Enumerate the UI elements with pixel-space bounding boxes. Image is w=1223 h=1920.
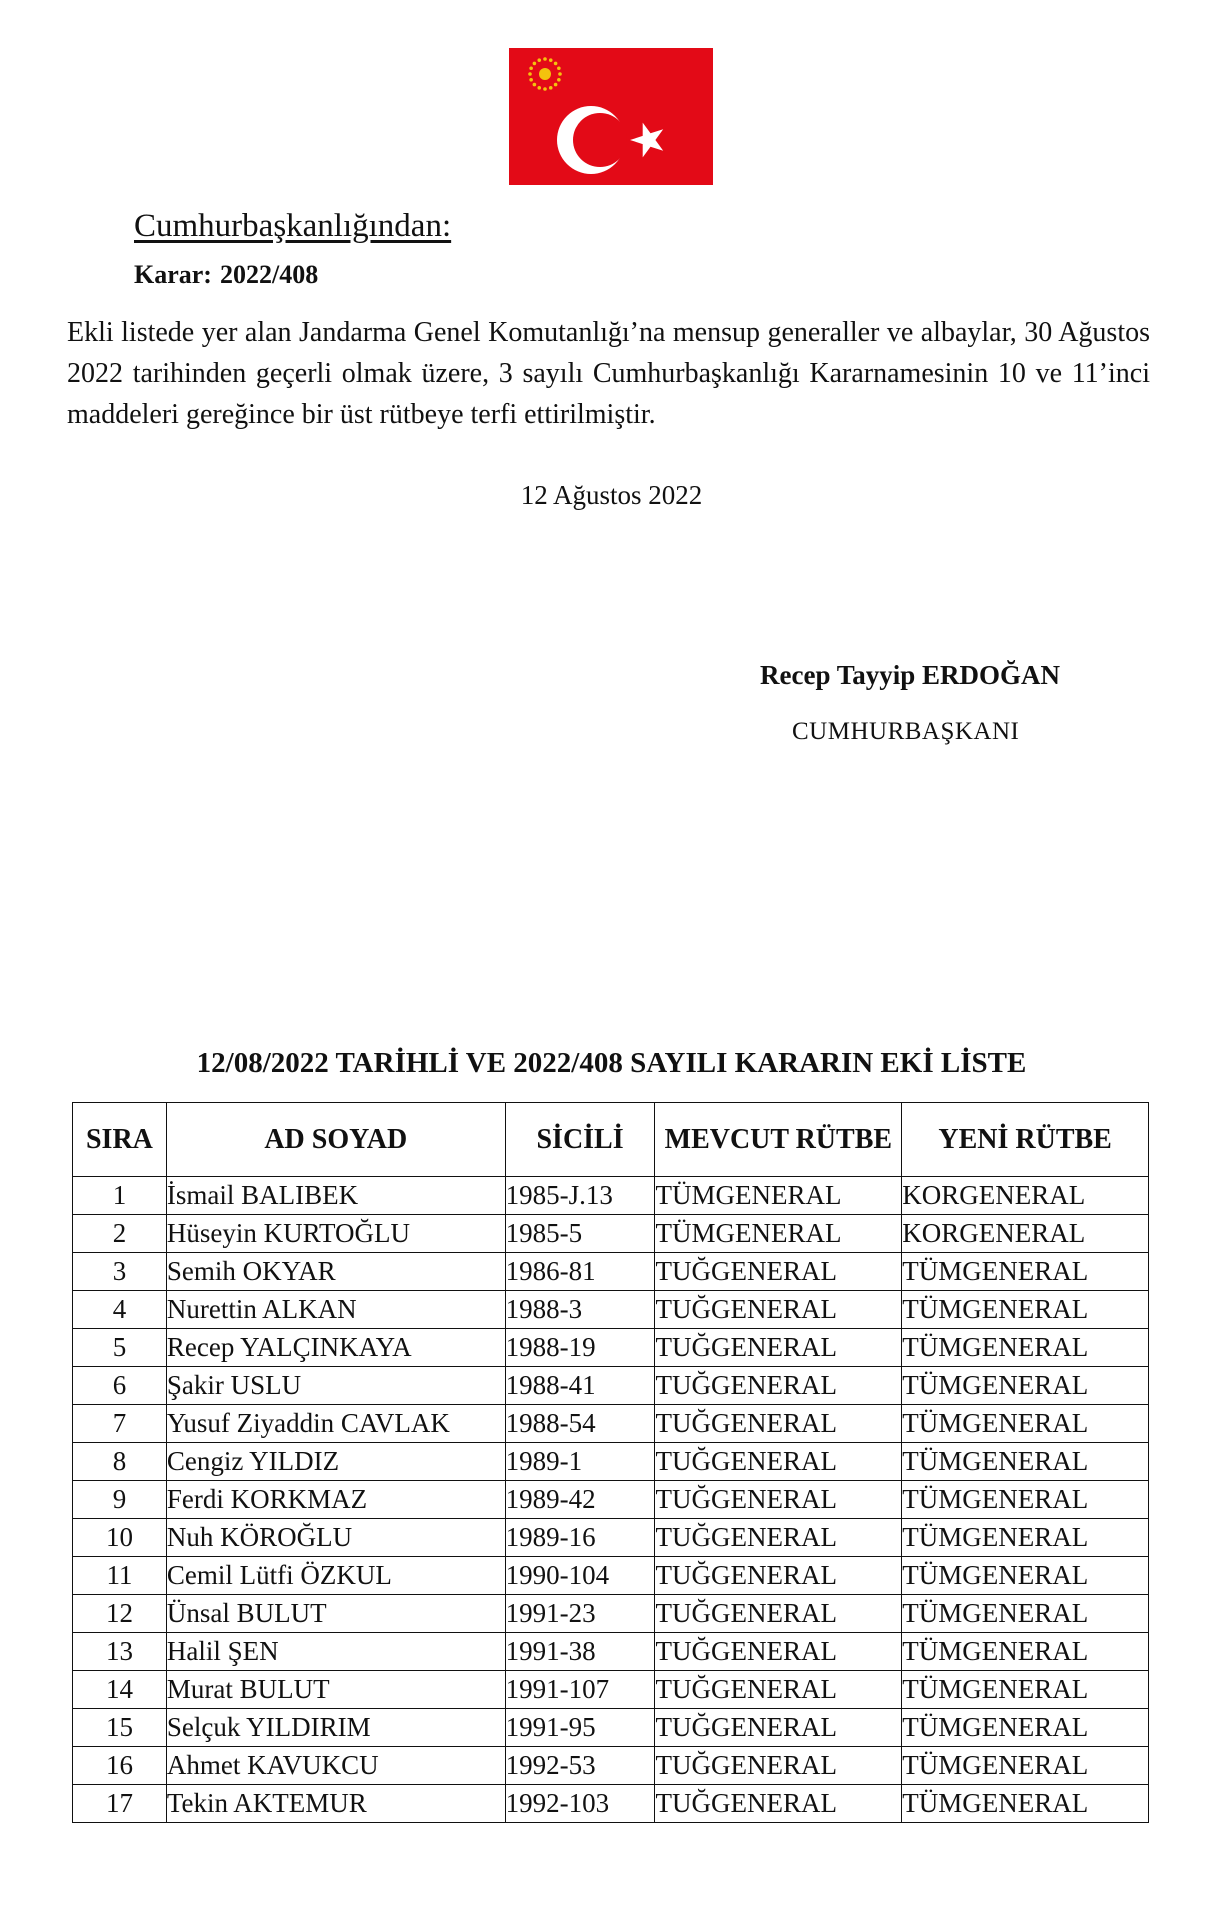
cell-current-rank: TUĞGENERAL — [655, 1291, 902, 1329]
cell-name: Semih OKYAR — [166, 1253, 505, 1291]
cell-registry: 1986-81 — [505, 1253, 655, 1291]
header-new-rank: YENİ RÜTBE — [902, 1103, 1149, 1177]
cell-registry: 1988-19 — [505, 1329, 655, 1367]
table-row — [73, 1367, 1149, 1405]
signer-name: Recep Tayyip ERDOĞAN — [760, 660, 1061, 690]
cell-registry: 1985-J.13 — [505, 1177, 655, 1215]
table-row — [73, 1291, 1149, 1329]
cell-current-rank: TUĞGENERAL — [655, 1367, 902, 1405]
decision-value: 2022/408 — [219, 260, 319, 289]
cell-new-rank: TÜMGENERAL — [902, 1519, 1149, 1557]
cell-registry: 1988-3 — [505, 1291, 655, 1329]
cell-no: 9 — [73, 1481, 167, 1519]
decision-number — [134, 260, 318, 290]
cell-name: Cengiz YILDIZ — [166, 1443, 505, 1481]
header-registry: SİCİLİ — [505, 1103, 655, 1177]
header-no: SIRA — [73, 1103, 167, 1177]
cell-current-rank: TUĞGENERAL — [655, 1329, 902, 1367]
table-row — [73, 1785, 1149, 1823]
cell-new-rank: TÜMGENERAL — [902, 1481, 1149, 1519]
header-current-rank: MEVCUT RÜTBE — [655, 1103, 902, 1177]
cell-no: 12 — [73, 1595, 167, 1633]
table-row — [73, 1747, 1149, 1785]
cell-no: 11 — [73, 1557, 167, 1595]
table-row — [73, 1329, 1149, 1367]
table-row — [73, 1481, 1149, 1519]
issuing-office: Cumhurbaşkanlığından: — [134, 208, 452, 244]
table-row — [73, 1443, 1149, 1481]
table-row — [73, 1215, 1149, 1253]
table-row — [73, 1709, 1149, 1747]
cell-current-rank: TUĞGENERAL — [655, 1519, 902, 1557]
cell-registry: 1989-16 — [505, 1519, 655, 1557]
cell-name: Ferdi KORKMAZ — [166, 1481, 505, 1519]
cell-registry: 1991-107 — [505, 1671, 655, 1709]
cell-name: Tekin AKTEMUR — [166, 1785, 505, 1823]
cell-no: 17 — [73, 1785, 167, 1823]
cell-new-rank: TÜMGENERAL — [902, 1747, 1149, 1785]
cell-name: Ünsal BULUT — [166, 1595, 505, 1633]
cell-new-rank: TÜMGENERAL — [902, 1291, 1149, 1329]
decision-label: Karar: — [134, 260, 212, 289]
decision-text: Ekli listede yer alan Jandarma Genel Komutanlığı’na mensup generaller ve albaylar, 30 Ağustos 2022 tarihinden geçerli olmak üzere, 3 sayılı Cumhurbaşkanlığı Kararnamesinin 10 ve 11’inci maddeleri gereğince bir üst rütbeye terfi ettirilmiştir. — [67, 317, 1150, 430]
cell-no: 8 — [73, 1443, 167, 1481]
cell-no: 6 — [73, 1367, 167, 1405]
cell-registry: 1991-95 — [505, 1709, 655, 1747]
decision-date: 12 Ağustos 2022 — [520, 480, 703, 510]
cell-new-rank: TÜMGENERAL — [902, 1443, 1149, 1481]
cell-name: Yusuf Ziyaddin CAVLAK — [166, 1405, 505, 1443]
signer-title: CUMHURBAŞKANI — [792, 718, 1020, 745]
cell-current-rank: TUĞGENERAL — [655, 1253, 902, 1291]
cell-registry: 1989-1 — [505, 1443, 655, 1481]
cell-registry: 1992-103 — [505, 1785, 655, 1823]
cell-current-rank: TUĞGENERAL — [655, 1671, 902, 1709]
cell-name: Ahmet KAVUKCU — [166, 1747, 505, 1785]
cell-new-rank: TÜMGENERAL — [902, 1405, 1149, 1443]
cell-new-rank: TÜMGENERAL — [902, 1253, 1149, 1291]
table-row — [73, 1557, 1149, 1595]
cell-current-rank: TUĞGENERAL — [655, 1633, 902, 1671]
cell-name: Cemil Lütfi ÖZKUL — [166, 1557, 505, 1595]
cell-new-rank: TÜMGENERAL — [902, 1329, 1149, 1367]
cell-new-rank: TÜMGENERAL — [902, 1785, 1149, 1823]
cell-current-rank: TUĞGENERAL — [655, 1443, 902, 1481]
cell-no: 13 — [73, 1633, 167, 1671]
cell-current-rank: TUĞGENERAL — [655, 1747, 902, 1785]
cell-new-rank: TÜMGENERAL — [902, 1557, 1149, 1595]
cell-no: 16 — [73, 1747, 167, 1785]
cell-new-rank: TÜMGENERAL — [902, 1595, 1149, 1633]
cell-no: 1 — [73, 1177, 167, 1215]
cell-no: 10 — [73, 1519, 167, 1557]
cell-no: 15 — [73, 1709, 167, 1747]
table-row — [73, 1405, 1149, 1443]
cell-name: İsmail BALIBEK — [166, 1177, 505, 1215]
cell-name: Recep YALÇINKAYA — [166, 1329, 505, 1367]
cell-registry: 1990-104 — [505, 1557, 655, 1595]
cell-name: Halil ŞEN — [166, 1633, 505, 1671]
cell-registry: 1989-42 — [505, 1481, 655, 1519]
cell-no: 7 — [73, 1405, 167, 1443]
header-name: AD SOYAD — [166, 1103, 505, 1177]
cell-no: 5 — [73, 1329, 167, 1367]
table-row — [73, 1595, 1149, 1633]
table-row — [73, 1253, 1149, 1291]
cell-no: 14 — [73, 1671, 167, 1709]
cell-registry: 1988-41 — [505, 1367, 655, 1405]
cell-registry: 1991-23 — [505, 1595, 655, 1633]
cell-current-rank: TÜMGENERAL — [655, 1215, 902, 1253]
cell-name: Murat BULUT — [166, 1671, 505, 1709]
cell-name: Selçuk YILDIRIM — [166, 1709, 505, 1747]
cell-new-rank: KORGENERAL — [902, 1177, 1149, 1215]
table-body — [73, 1177, 1149, 1823]
cell-name: Şakir USLU — [166, 1367, 505, 1405]
table-row — [73, 1519, 1149, 1557]
table-row — [73, 1671, 1149, 1709]
list-title: 12/08/2022 TARİHLİ VE 2022/408 SAYILI KARARIN EKİ LİSTE — [196, 1047, 1027, 1079]
cell-name: Hüseyin KURTOĞLU — [166, 1215, 505, 1253]
cell-registry: 1985-5 — [505, 1215, 655, 1253]
cell-current-rank: TUĞGENERAL — [655, 1709, 902, 1747]
cell-current-rank: TUĞGENERAL — [655, 1557, 902, 1595]
table-header-row — [73, 1103, 1149, 1177]
cell-registry: 1991-38 — [505, 1633, 655, 1671]
cell-new-rank: KORGENERAL — [902, 1215, 1149, 1253]
cell-registry: 1988-54 — [505, 1405, 655, 1443]
cell-new-rank: TÜMGENERAL — [902, 1633, 1149, 1671]
promotion-table — [72, 1102, 1149, 1823]
cell-registry: 1992-53 — [505, 1747, 655, 1785]
cell-no: 3 — [73, 1253, 167, 1291]
cell-no: 4 — [73, 1291, 167, 1329]
table-row — [73, 1633, 1149, 1671]
cell-name: Nuh KÖROĞLU — [166, 1519, 505, 1557]
cell-new-rank: TÜMGENERAL — [902, 1709, 1149, 1747]
cell-new-rank: TÜMGENERAL — [902, 1671, 1149, 1709]
cell-current-rank: TUĞGENERAL — [655, 1595, 902, 1633]
table-row — [73, 1177, 1149, 1215]
cell-no: 2 — [73, 1215, 167, 1253]
presidential-flag-icon — [509, 48, 713, 185]
cell-current-rank: TUĞGENERAL — [655, 1405, 902, 1443]
cell-current-rank: TUĞGENERAL — [655, 1785, 902, 1823]
cell-name: Nurettin ALKAN — [166, 1291, 505, 1329]
cell-new-rank: TÜMGENERAL — [902, 1367, 1149, 1405]
cell-current-rank: TÜMGENERAL — [655, 1177, 902, 1215]
cell-current-rank: TUĞGENERAL — [655, 1481, 902, 1519]
